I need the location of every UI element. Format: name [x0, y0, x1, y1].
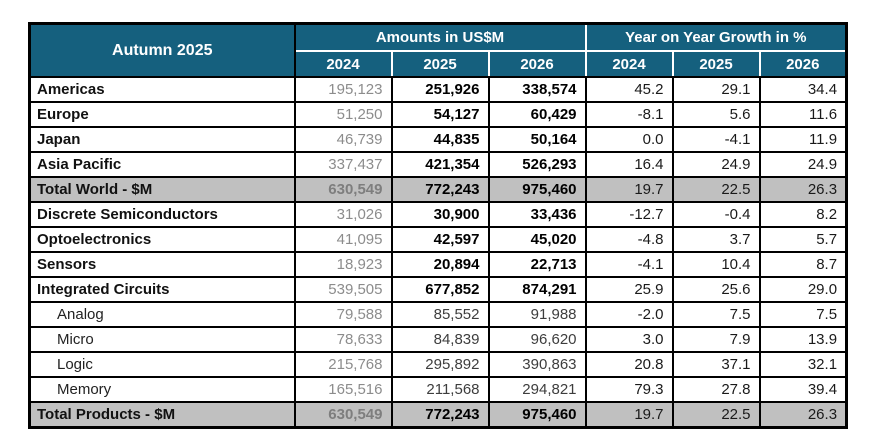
growth-value-2025: 22.5 [673, 177, 760, 202]
growth-value-2025: 27.8 [673, 377, 760, 402]
table-title: Autumn 2025 [30, 24, 295, 78]
growth-value-2024: -12.7 [586, 202, 673, 227]
amount-value-2026: 96,620 [489, 327, 586, 352]
row-label: Micro [30, 327, 295, 352]
amount-value-2025: 85,552 [392, 302, 489, 327]
growth-value-2024: -8.1 [586, 102, 673, 127]
growth-value-2026: 5.7 [760, 227, 847, 252]
amount-value-2026: 294,821 [489, 377, 586, 402]
amount-value-2024: 79,588 [295, 302, 392, 327]
amount-value-2024: 630,549 [295, 177, 392, 202]
amount-value-2024: 337,437 [295, 152, 392, 177]
row-label: Total Products - $M [30, 402, 295, 428]
amount-value-2024: 630,549 [295, 402, 392, 428]
group-header-row [30, 24, 847, 52]
row-label: Integrated Circuits [30, 277, 295, 302]
growth-value-2025: 3.7 [673, 227, 760, 252]
growth-value-2025: 29.1 [673, 77, 760, 102]
amount-value-2025: 677,852 [392, 277, 489, 302]
table-body [30, 77, 847, 428]
amount-value-2024: 195,123 [295, 77, 392, 102]
growth-value-2024: 79.3 [586, 377, 673, 402]
row-label: Japan [30, 127, 295, 152]
amount-value-2025: 44,835 [392, 127, 489, 152]
amount-value-2025: 421,354 [392, 152, 489, 177]
row-label: Logic [30, 352, 295, 377]
table-row [30, 302, 847, 327]
growth-value-2024: -4.1 [586, 252, 673, 277]
growth-value-2026: 13.9 [760, 327, 847, 352]
table-row [30, 202, 847, 227]
row-label: Memory [30, 377, 295, 402]
growth-value-2025: 22.5 [673, 402, 760, 428]
growth-value-2025: 7.9 [673, 327, 760, 352]
growth-value-2026: 11.6 [760, 102, 847, 127]
amount-value-2025: 772,243 [392, 402, 489, 428]
year-header-amounts-2026: 2026 [489, 51, 586, 77]
growth-value-2025: -4.1 [673, 127, 760, 152]
amount-value-2024: 31,026 [295, 202, 392, 227]
year-header-amounts-2024: 2024 [295, 51, 392, 77]
growth-value-2026: 39.4 [760, 377, 847, 402]
year-header-growth-2026: 2026 [760, 51, 847, 77]
semiconductor-forecast-table [28, 22, 848, 429]
table-row [30, 102, 847, 127]
growth-value-2025: -0.4 [673, 202, 760, 227]
amount-value-2024: 41,095 [295, 227, 392, 252]
amount-value-2026: 22,713 [489, 252, 586, 277]
growth-value-2025: 10.4 [673, 252, 760, 277]
amount-value-2025: 251,926 [392, 77, 489, 102]
row-label: Sensors [30, 252, 295, 277]
growth-value-2024: 19.7 [586, 177, 673, 202]
amount-value-2026: 91,988 [489, 302, 586, 327]
amount-value-2026: 50,164 [489, 127, 586, 152]
amount-value-2026: 526,293 [489, 152, 586, 177]
row-label: Discrete Semiconductors [30, 202, 295, 227]
table-row [30, 327, 847, 352]
amount-value-2024: 165,516 [295, 377, 392, 402]
growth-value-2026: 32.1 [760, 352, 847, 377]
table-row [30, 277, 847, 302]
amount-value-2025: 54,127 [392, 102, 489, 127]
growth-value-2024: 45.2 [586, 77, 673, 102]
year-header-growth-2025: 2025 [673, 51, 760, 77]
growth-value-2025: 37.1 [673, 352, 760, 377]
amount-value-2024: 51,250 [295, 102, 392, 127]
row-label: Asia Pacific [30, 152, 295, 177]
row-label: Americas [30, 77, 295, 102]
growth-value-2024: 19.7 [586, 402, 673, 428]
amount-value-2024: 18,923 [295, 252, 392, 277]
growth-value-2026: 26.3 [760, 402, 847, 428]
amount-value-2026: 60,429 [489, 102, 586, 127]
growth-value-2026: 8.2 [760, 202, 847, 227]
year-header-amounts-2025: 2025 [392, 51, 489, 77]
table-row [30, 377, 847, 402]
table-header [30, 24, 847, 78]
row-label: Europe [30, 102, 295, 127]
row-label: Optoelectronics [30, 227, 295, 252]
amount-value-2024: 46,739 [295, 127, 392, 152]
growth-value-2025: 7.5 [673, 302, 760, 327]
amount-value-2026: 338,574 [489, 77, 586, 102]
amount-value-2026: 874,291 [489, 277, 586, 302]
table-row [30, 77, 847, 102]
growth-value-2024: -2.0 [586, 302, 673, 327]
amount-value-2025: 295,892 [392, 352, 489, 377]
growth-value-2024: -4.8 [586, 227, 673, 252]
row-label: Total World - $M [30, 177, 295, 202]
growth-value-2026: 7.5 [760, 302, 847, 327]
amount-value-2026: 45,020 [489, 227, 586, 252]
growth-value-2026: 24.9 [760, 152, 847, 177]
row-label: Analog [30, 302, 295, 327]
amount-value-2025: 211,568 [392, 377, 489, 402]
amount-value-2025: 42,597 [392, 227, 489, 252]
growth-value-2024: 25.9 [586, 277, 673, 302]
amount-value-2024: 539,505 [295, 277, 392, 302]
growth-value-2025: 25.6 [673, 277, 760, 302]
amount-value-2025: 772,243 [392, 177, 489, 202]
growth-value-2024: 0.0 [586, 127, 673, 152]
growth-value-2025: 5.6 [673, 102, 760, 127]
amount-value-2025: 20,894 [392, 252, 489, 277]
amount-value-2024: 215,768 [295, 352, 392, 377]
amount-value-2024: 78,633 [295, 327, 392, 352]
growth-value-2024: 3.0 [586, 327, 673, 352]
amount-value-2026: 975,460 [489, 402, 586, 428]
amount-value-2026: 975,460 [489, 177, 586, 202]
amounts-group-header: Amounts in US$M [295, 24, 586, 52]
table-row [30, 352, 847, 377]
amount-value-2026: 390,863 [489, 352, 586, 377]
growth-value-2025: 24.9 [673, 152, 760, 177]
table-row [30, 402, 847, 428]
growth-value-2024: 16.4 [586, 152, 673, 177]
amount-value-2026: 33,436 [489, 202, 586, 227]
table-row [30, 152, 847, 177]
table-row [30, 177, 847, 202]
growth-value-2026: 29.0 [760, 277, 847, 302]
growth-value-2026: 26.3 [760, 177, 847, 202]
growth-value-2024: 20.8 [586, 352, 673, 377]
table-row [30, 252, 847, 277]
year-header-growth-2024: 2024 [586, 51, 673, 77]
growth-value-2026: 34.4 [760, 77, 847, 102]
amount-value-2025: 84,839 [392, 327, 489, 352]
growth-group-header: Year on Year Growth in % [586, 24, 847, 52]
growth-value-2026: 11.9 [760, 127, 847, 152]
table-row [30, 127, 847, 152]
table-row [30, 227, 847, 252]
amount-value-2025: 30,900 [392, 202, 489, 227]
growth-value-2026: 8.7 [760, 252, 847, 277]
